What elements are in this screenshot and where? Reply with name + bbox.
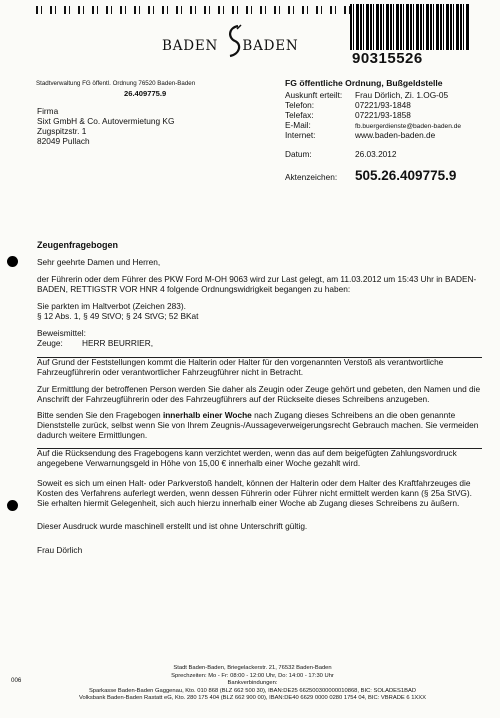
paragraph-statutes: § 12 Abs. 1, § 49 StVO; § 24 StVG; 52 BKat (37, 310, 199, 321)
scan-marks (36, 6, 366, 14)
office-title: FG öffentliche Ordnung, Bußgeldstelle (285, 78, 443, 88)
barcode (350, 4, 470, 50)
page-code: 006 (11, 677, 22, 684)
paragraph-identification: Zur Ermittlung der betroffenen Person werden Sie daher als Zeugin oder Zeuge gehört und gebeten, den Namen und die Anschrift der Fahrzeugführerin oder des Fahrzeugführers auf der Rückseite dieses Schreibens anzugeben. (37, 383, 481, 404)
punch-mark (7, 256, 18, 267)
paragraph-automated: Dieser Ausdruck wurde maschinell erstellt und ist ohne Unterschrift gültig. (37, 521, 308, 532)
file-reference: Aktenzeichen: 505.26.409775.9 (285, 168, 457, 184)
document-heading: Zeugenfragebogen (37, 240, 119, 250)
footer-address: Stadt Baden-Baden, Briegelackerstr. 21, 76532 Baden-Baden (173, 665, 332, 671)
evidence-label: Beweismittel: (37, 327, 86, 338)
salutation: Sehr geehrte Damen und Herren, (37, 257, 161, 267)
paragraph-payment: Auf die Rücksendung des Fragebogens kann verzichtet werden, wenn das auf dem beigefügten Zahlungsvordruck angegebene Verwarnungsgeld in Höhe von 15,00 € innerhalb einer Woche gezahlt wird. (37, 448, 482, 469)
office-row-internet: Internet: www.baden-baden.de (285, 130, 436, 141)
witness-row: Zeuge: HERR BEURRIER, (37, 337, 153, 348)
paragraph-costs: Soweit es sich um einen Halt- oder Parkverstoß handelt, können der Halterin oder dem Halter des Kraftfahrzeuges die Kosten des Verfahrens auferlegt werden, wenn dessen Führerin oder Führer nicht ermittelt werden kann (§ 25a StVG). Sie erhalten hiermit Gelegenheit, sich auch hierzu innerhalb einer Woche ab Zugang dieses Schreibens zu äußern. (37, 478, 472, 509)
paragraph-return: Bitte senden Sie den Fragebogen innerhalb einer Woche nach Zugang dieses Schreibens an die oben genannte Dienststelle zurück, selbst wenn Sie von Ihrem Zeugnis-/Aussageverweigerungsrecht Gebrauch machen. Sie vermeiden dadurch weitere Ermittlungen. (37, 410, 479, 441)
paragraph-holder: Auf Grund der Feststellungen kommt die Halterin oder Halter für den vorgenannten Verstoß als verantwortliche Fahrzeugführerin oder verantwortlicher Fahrzeugführer nicht in Betracht. (37, 357, 482, 378)
recipient-line: Zugspitzstr. 1 (37, 125, 87, 136)
recipient-address (37, 107, 174, 147)
footer-bank-1: Sparkasse Baden-Baden Gaggenau, Kto. 010 868 (BLZ 662 500 30), IBAN:DE25 662500300000010868, BIC: SOLADES1BAD (88, 687, 417, 694)
logo-text-right: BADEN (242, 38, 299, 54)
city-logo (162, 38, 299, 54)
signature: Frau Dörlich (37, 545, 83, 556)
recipient-line: Sixt GmbH & Co. Autovermietung KG (37, 115, 175, 126)
paragraph-violation: Sie parkten im Haltverbot (Zeichen 283). (37, 300, 186, 311)
recipient-line: Firma (37, 106, 59, 116)
office-row-fax: Telefax: 07221/93-1858 (285, 110, 411, 121)
footer-bank-heading: Bankverbindungen: (227, 680, 278, 687)
office-info (285, 78, 495, 185)
letter-body (37, 258, 482, 556)
office-row-phone: Telefon: 07221/93-1848 (285, 100, 411, 111)
letter-date: Datum: 26.03.2012 (285, 149, 397, 160)
footer (30, 665, 475, 703)
sender-line: Stadtverwaltung FG öffentl. Ordnung 76520 Baden-Baden (36, 80, 196, 87)
barcode-number: 90315526 (352, 50, 423, 67)
recipient-line: 82049 Pullach (37, 135, 90, 146)
footer-hours: Sprechzeiten: Mo - Fr: 08:00 - 12:00 Uhr, Do: 14:00 - 17:30 Uhr (171, 672, 334, 679)
paragraph-offense: der Führerin oder dem Führer des PKW Ford M-OH 9063 wird zur Last gelegt, am 11.03.2012 um 15:43 Uhr in BADEN-BADEN, RETTIGSTR VOR HNR 4 folgende Ordnungswidrigkeit begangen zu haben: (37, 273, 477, 294)
logo-text-left: BADEN (162, 38, 219, 54)
office-row-contact: Auskunft erteilt: Frau Dörlich, Zi. 1.OG-05 (285, 90, 449, 101)
punch-mark (7, 500, 18, 511)
footer-bank-2: Volksbank Baden-Baden Rastatt eG, Kto. 280 175 404 (BLZ 662 900 00), IBAN:DE40 6629 0000 0280 1754 04, BIC: VBRADE 6 1XXX (78, 695, 427, 702)
logo-emblem-icon (222, 24, 248, 58)
sender-reference: 26.409775.9 (124, 89, 167, 98)
office-row-email: E-Mail: fb.buergerdienste@baden-baden.de (285, 120, 462, 131)
